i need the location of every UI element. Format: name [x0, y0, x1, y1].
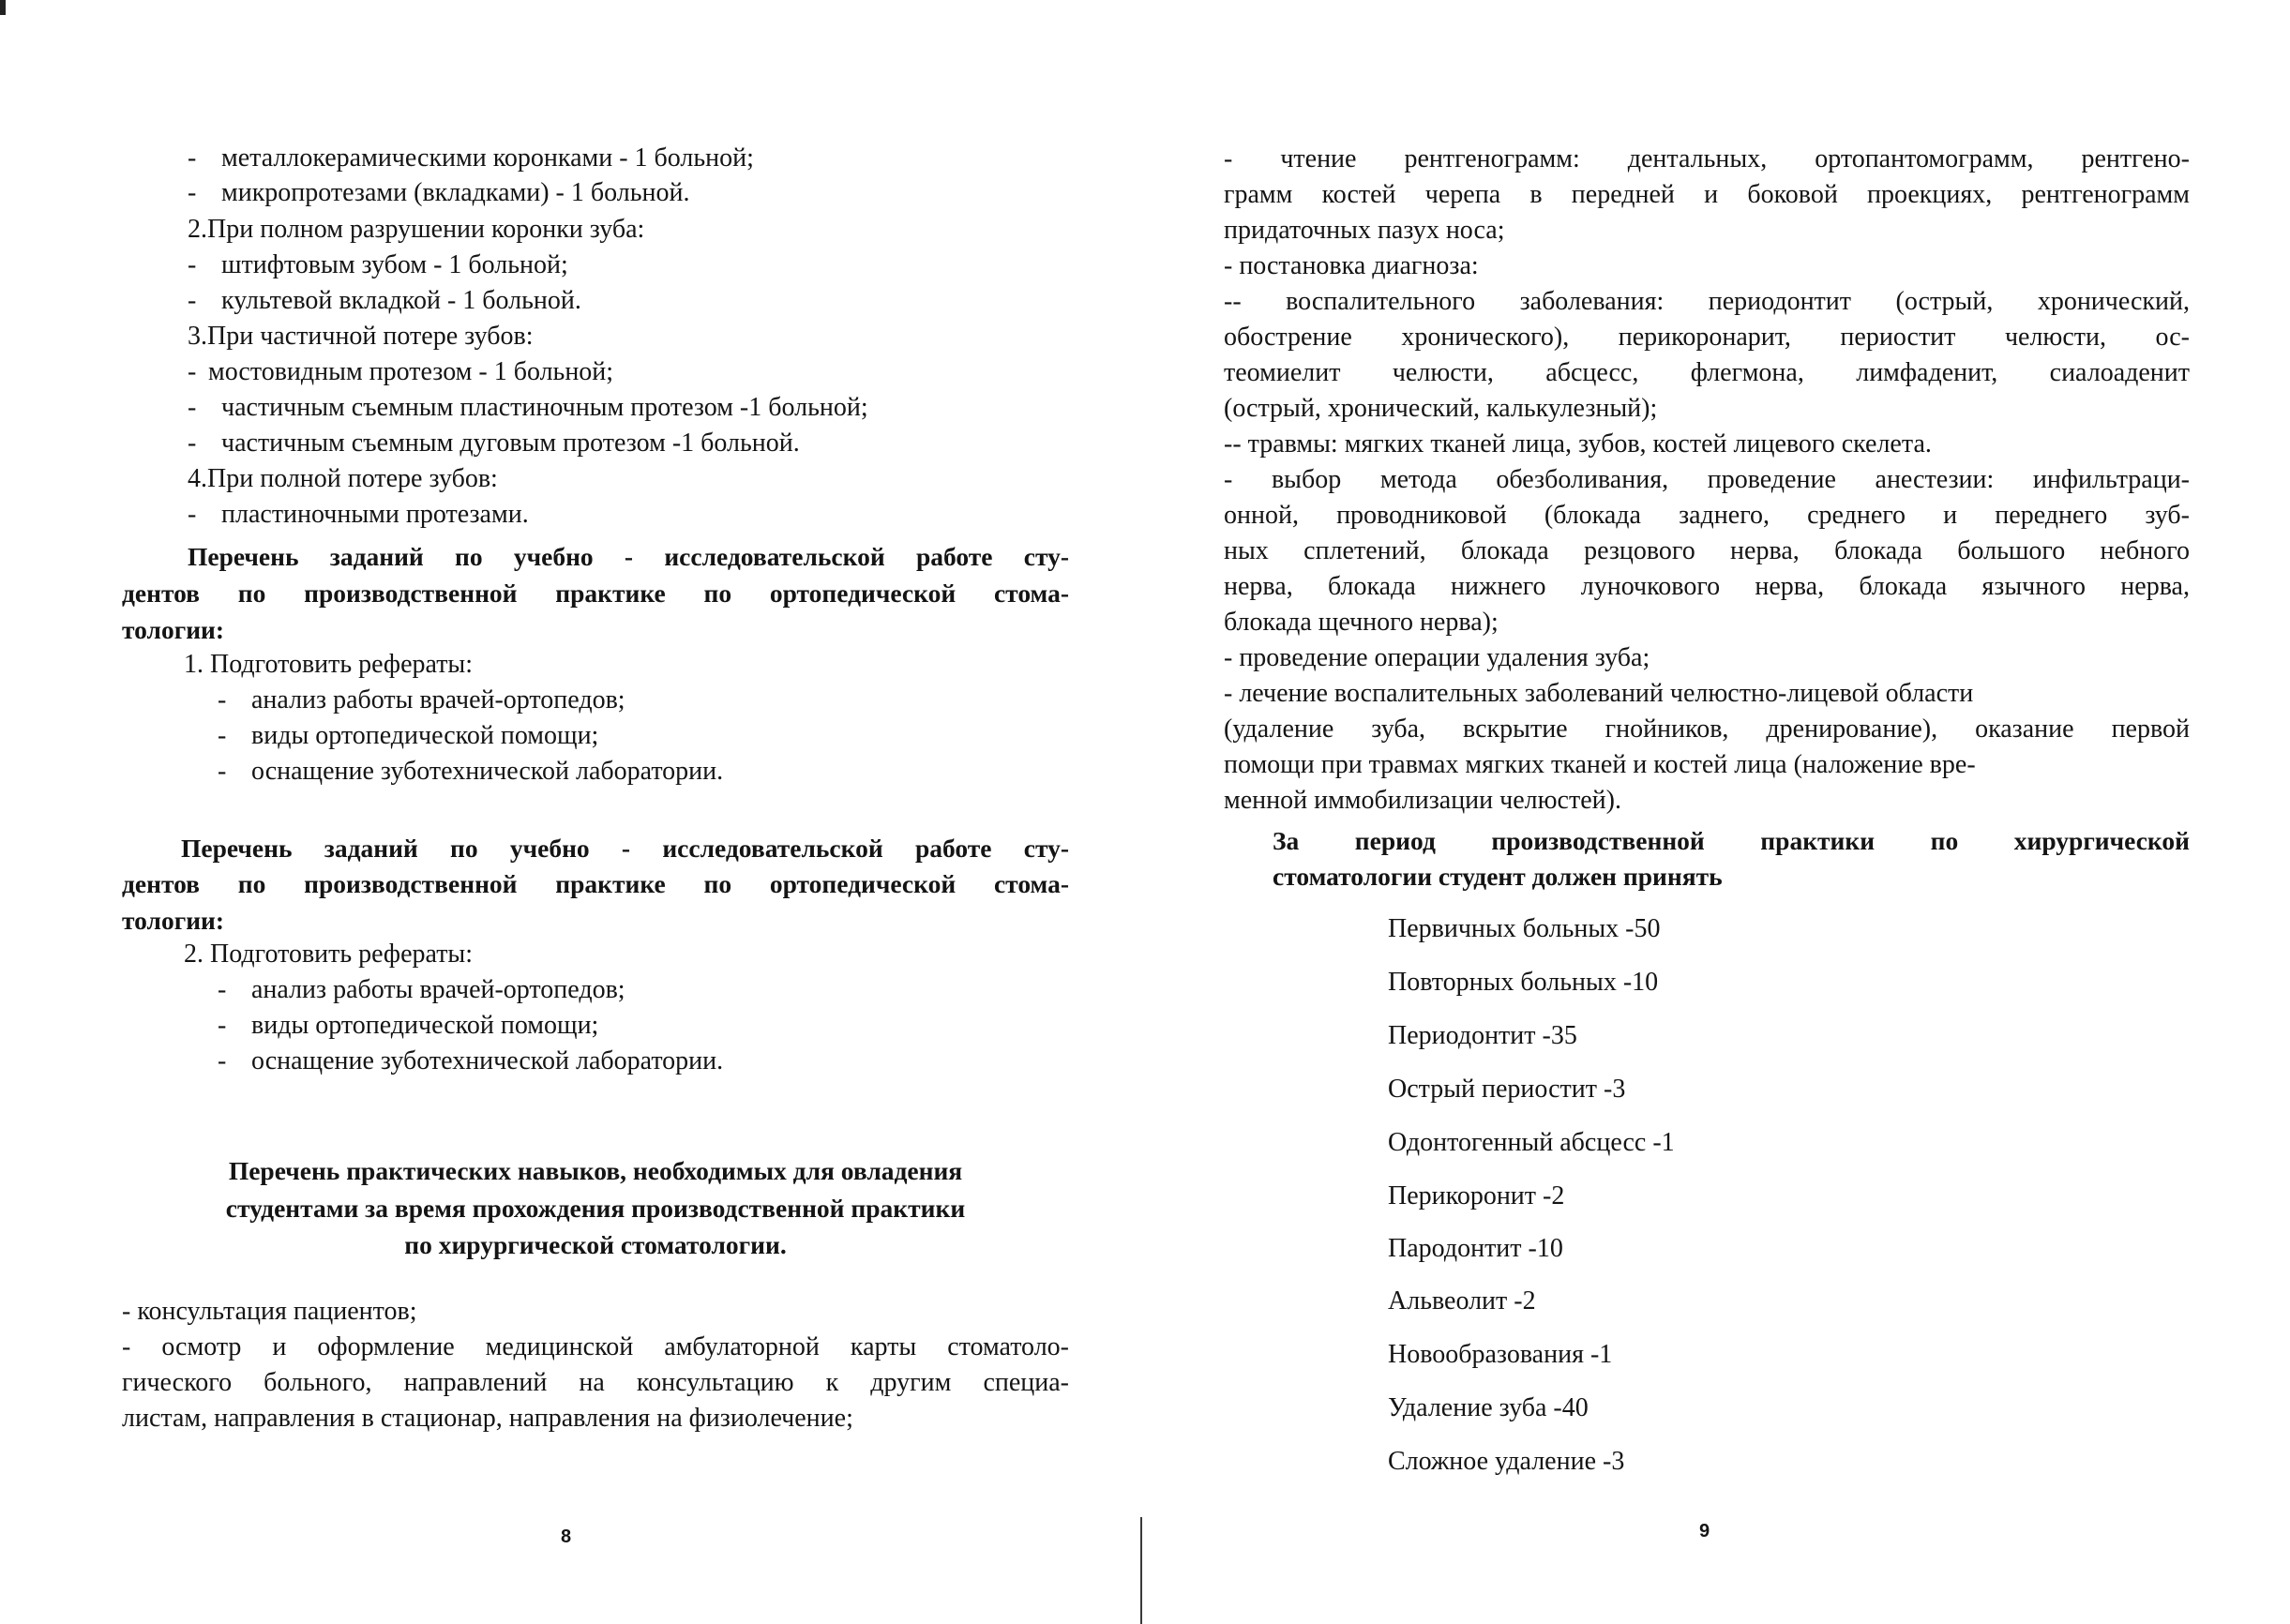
task-heading-2-line: тологии:	[122, 906, 225, 935]
stat-line: Первичных больных -50	[1388, 914, 1661, 943]
body-line: -- травмы: мягких тканей лица, зубов, костей лицевого скелета.	[1224, 429, 1932, 459]
stat-line: Новообразования -1	[1388, 1340, 1613, 1369]
bullet-item: - виды ортопедической помощи;	[218, 721, 599, 750]
task-heading-1-line: Перечень заданий по учебно - исследовательской работе сту-	[188, 542, 1069, 571]
body-line: теомиелит челюсти, абсцесс, флегмона, лимфаденит, сиалоаденит	[1224, 358, 2190, 387]
body-line: менной иммобилизации челюстей).	[1224, 786, 1621, 815]
stat-line: Одонтогенный абсцесс -1	[1388, 1128, 1675, 1157]
body-line: блокада щечного нерва);	[1224, 608, 1499, 637]
section-heading-4: 4.При полной потере зубов:	[188, 464, 498, 493]
task-heading-1-line: дентов по производственной практике по ортопедической стома-	[122, 579, 1069, 608]
body-line: -- воспалительного заболевания: периодонтит (острый, хронический,	[1224, 287, 2190, 316]
bullet-item: - штифтовым зубом - 1 больной;	[188, 250, 568, 279]
stat-line: Периодонтит -35	[1388, 1021, 1577, 1050]
body-line: грамм костей черепа в передней и боковой проекциях, рентгенограмм	[1224, 180, 2190, 209]
task-heading-2-line: дентов по производственной практике по ортопедической стома-	[122, 869, 1069, 898]
period-heading-line: стоматологии студент должен принять	[1273, 862, 1723, 891]
stat-line: Повторных больных -10	[1388, 968, 1659, 997]
body-line: (острый, хронический, калькулезный);	[1224, 394, 1658, 423]
body-line: онной, проводниковой (блокада заднего, среднего и переднего зуб-	[1224, 501, 2190, 530]
stat-line: Острый периостит -3	[1388, 1075, 1626, 1104]
section-heading-2: 2.При полном разрушении коронки зуба:	[188, 215, 645, 244]
stat-line: Перикоронит -2	[1388, 1181, 1565, 1210]
bullet-item: - частичным съемным пластиночным протезом -1 больной;	[188, 393, 868, 422]
page-number: 8	[561, 1526, 572, 1547]
page-number: 9	[1699, 1521, 1710, 1541]
stat-line: Пародонтит -10	[1388, 1234, 1563, 1263]
task-item: 1. Подготовить рефераты:	[184, 650, 474, 679]
skills-heading-line: Перечень практических навыков, необходимых для овладения	[228, 1156, 963, 1185]
body-line: нерва, блокада нижнего луночкового нерва, блокада язычного нерва,	[1224, 572, 2190, 601]
body-line: - лечение воспалительных заболеваний челюстно-лицевой области	[1224, 679, 1974, 708]
stat-line: Сложное удаление -3	[1388, 1447, 1625, 1476]
task-heading-2-line: Перечень заданий по учебно - исследовательской работе сту-	[181, 834, 1069, 863]
body-line: - проведение операции удаления зуба;	[1224, 643, 1650, 672]
body-line: помощи при травмах мягких тканей и костей лица (наложение вре-	[1224, 750, 1976, 779]
body-line: (удаление зуба, вскрытие гнойников, дренирование), оказание первой	[1224, 714, 2190, 744]
task-item: 2. Подготовить рефераты:	[184, 940, 474, 969]
body-line: - чтение рентгенограмм: дентальных, ортопантомограмм, рентгено-	[1224, 144, 2190, 173]
bullet-item: - микропротезами (вкладками) - 1 больной.	[188, 178, 690, 207]
bullet-item: - оснащение зуботехнической лаборатории.	[218, 1046, 724, 1075]
skills-line: - осмотр и оформление медицинской амбулаторной карты стоматоло-	[122, 1332, 1069, 1361]
bullet-item: - пластиночными протезами.	[188, 500, 529, 529]
skills-heading-line: студентами за время прохождения производственной практики	[225, 1194, 966, 1223]
bullet-item: - оснащение зуботехнической лаборатории.	[218, 757, 724, 786]
body-line: - выбор метода обезболивания, проведение анестезии: инфильтраци-	[1224, 465, 2190, 494]
period-heading-line: За период производственной практики по хирургической	[1273, 826, 2190, 855]
skills-heading-line: по хирургической стоматологии.	[404, 1230, 787, 1259]
skills-line: листам, направления в стационар, направления на физиолечение;	[122, 1404, 853, 1433]
bullet-item: - анализ работы врачей-ортопедов;	[218, 975, 625, 1004]
body-line: придаточных пазух носа;	[1224, 216, 1505, 245]
bullet-item: - мостовидным протезом - 1 больной;	[188, 357, 614, 386]
bullet-item: - культевой вкладкой - 1 больной.	[188, 286, 581, 315]
body-line: ных сплетений, блокада резцового нерва, блокада большого небного	[1224, 536, 2190, 565]
skills-line: - консультация пациентов;	[122, 1297, 417, 1326]
section-heading-3: 3.При частичной потере зубов:	[188, 322, 534, 351]
body-line: - постановка диагноза:	[1224, 251, 1479, 280]
bullet-item: - металлокерамическими коронками - 1 больной;	[188, 143, 754, 173]
stat-line: Удаление зуба -40	[1388, 1393, 1589, 1422]
stat-line: Альвеолит -2	[1388, 1286, 1536, 1316]
bullet-item: - виды ортопедической помощи;	[218, 1011, 599, 1040]
bullet-item: - частичным съемным дуговым протезом -1 больной.	[188, 429, 800, 458]
left-page	[0, 0, 1139, 1624]
right-page	[1139, 0, 2290, 1624]
task-heading-1-line: тологии:	[122, 615, 225, 644]
body-line: обострение хронического), перикоронарит, периостит челюсти, ос-	[1224, 323, 2190, 352]
bullet-item: - анализ работы врачей-ортопедов;	[218, 685, 625, 714]
skills-line: гического больного, направлений на консультацию к другим специа-	[122, 1368, 1069, 1397]
